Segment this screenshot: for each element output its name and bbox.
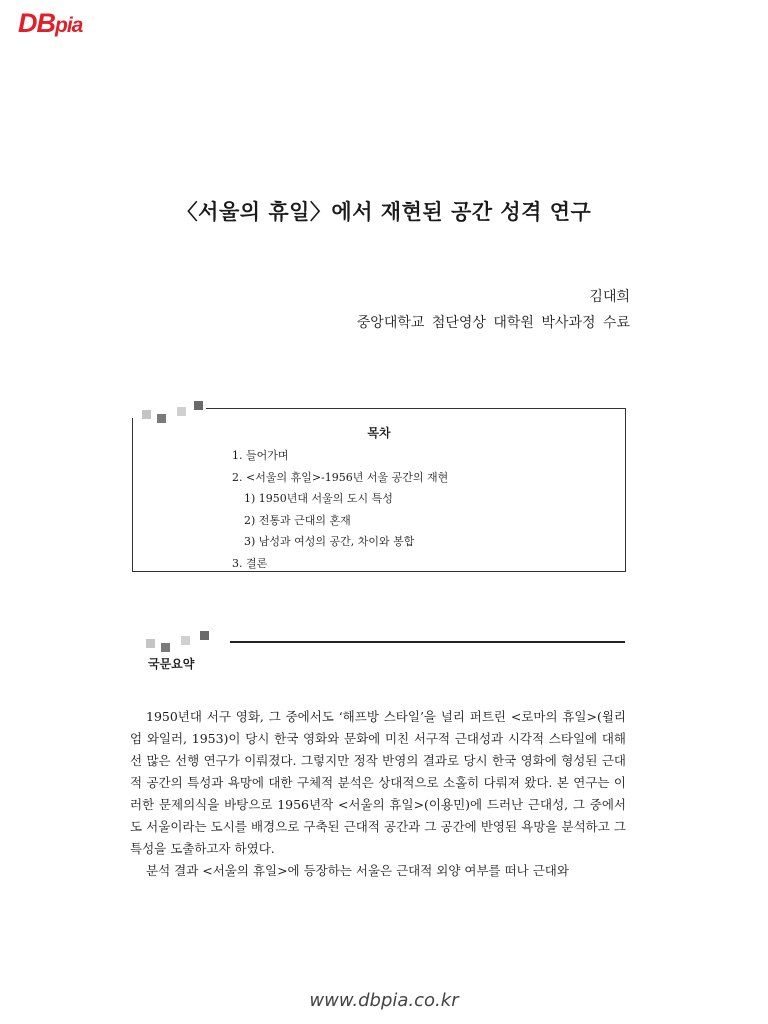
paper-title: 〈서울의 휴일〉에서 재현된 공간 성격 연구 [176,200,592,224]
toc-list [232,445,448,574]
dbpia-logo[interactable] [18,6,82,43]
toc-item: 1. 들어가며 [232,449,289,462]
decor-square [194,401,203,410]
toc-subitem: 1) 1950년대 서울의 도시 특성 [244,492,393,505]
decor-square [177,407,186,416]
decor-square [181,636,190,645]
toc-item: 2. <서울의 휴일>-1956년 서울 공간의 재현 [232,470,449,484]
author-affiliation: 중앙대학교 첨단영상 대학원 박사과정 수료 [356,315,630,331]
decor-square [161,643,170,652]
toc-item: 3. 결론 [232,556,268,570]
author-name: 김대희 [589,289,630,305]
decor-square [146,639,155,648]
abstract-paragraph: 1950년대 서구 영화, 그 중에서도 ‘해프방 스타일’을 널리 퍼트린 <로마의 휴일>(윌리엄 와일러, 1953)이 당시 한국 영화와 문화에 미친 서구적 근대성과 시각적 스타일에 대해선 많은 선행 연구가 이뤄졌다. 그렇지만 정작 반영의 결과로 당시 한국 영화에 형성된 근대적 공간의 특성과 욕망에 대한 구체적 분석은 상대적으로 소홀히 다뤄져 왔다. 본 연구는 이러한 문제의식을 바탕으로 1956년작 <서울의 휴일>(이용민)에 드러난 근대성, 그 중에서도 서울이라는 도시를 배경으로 구축된 근대적 공간과 그 공간에 반영된 욕망을 분석하고 그 특성을 도출하고자 하였다. [130,709,626,856]
toc-subitem: 2) 전통과 근대의 혼재 [244,513,351,527]
toc-subitem: 3) 남성과 여성의 공간, 차이와 봉합 [244,535,415,548]
abstract-rule [230,641,625,643]
logo-main: DB [18,8,55,38]
footer-url[interactable]: www.dbpia.co.kr [309,990,459,1011]
decor-square [157,414,166,423]
decor-square [142,410,151,419]
toc-heading: 목차 [367,426,391,440]
logo-small: pia [55,14,83,37]
abstract-heading: 국문요약 [148,657,195,671]
abstract-body [130,706,626,882]
decor-square [200,631,209,640]
abstract-paragraph: 분석 결과 <서울의 휴일>에 등장하는 서울은 근대적 외양 여부를 떠나 근대와 [146,863,569,878]
